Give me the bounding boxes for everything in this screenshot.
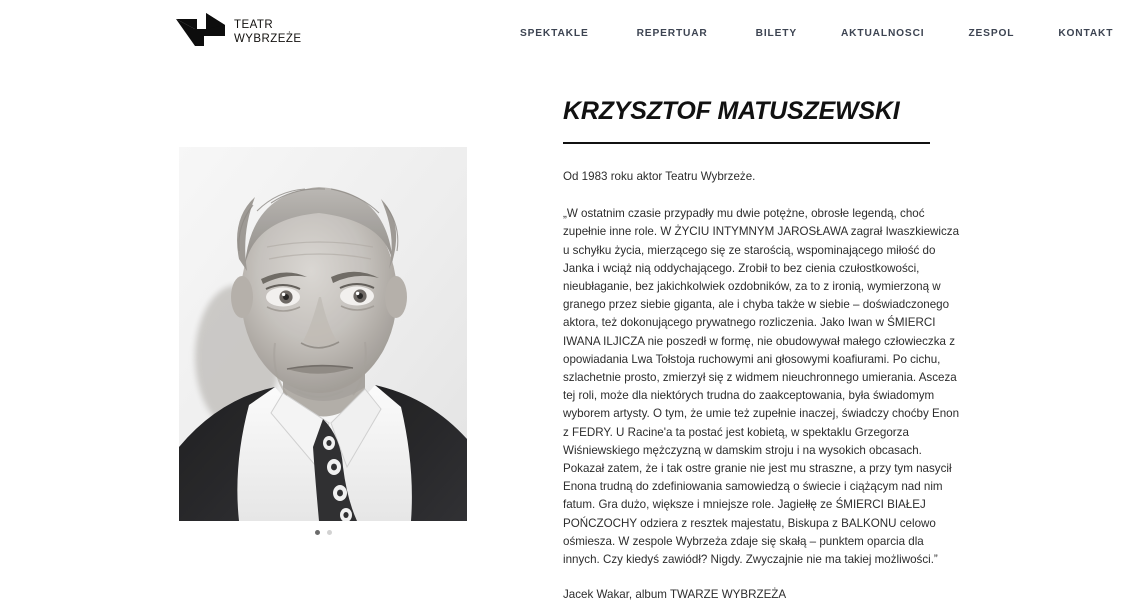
article-lead: Od 1983 roku aktor Teatru Wybrzeże. bbox=[563, 170, 756, 183]
article-body bbox=[563, 168, 963, 604]
carousel-dots bbox=[179, 526, 467, 538]
logo-wordmark bbox=[234, 19, 302, 46]
portrait-photo-image bbox=[179, 147, 467, 521]
main-navigation bbox=[520, 0, 1120, 66]
teatr-wybrzeze-arrow-mark-icon bbox=[176, 12, 225, 53]
carousel-dot-2[interactable] bbox=[327, 530, 332, 535]
nav-item-aktualnosci[interactable]: AKTUALNOSCI bbox=[840, 27, 925, 39]
article-quote: „W ostatnim czasie przypadły mu dwie potężne, obrosłe legendą, choć zupełnie inne role. W ŻYCIU INTYMNYM JAROSŁAWA zagrał Iwaszkiewicza u schyłku życia, mierzącego się ze starością, wspominającego miłość do Janka i wciąż nią oddychającego. Zrobił to bez cienia czułostkowości, nieubłaganie, bez jakichkolwiek ozdobników, za to z ironią, wymierzoną w granego przez siebie giganta, ale i chyba także w siebie – doświadczonego aktora, też dokonującego prywatnego rozliczenia. Jako Iwan w ŚMIERCI IWANA ILJICZA nie poszedł w formę, nie obudowywał małego człowieczka z opowiadania Lwa Tołstoja ruchowymi ani głosowymi koafiurami. Po cichu, szlachetnie prosto, zmierzył się z widmem nieuchronnego umierania. Asceza tej roli, może dla niektórych trudna do zaakceptowania, była świadomym wyborem artysty. O tym, że umie też zupełnie inaczej, świadczy choćby Enon z FEDRY. U Racine'a ta postać jest kobietą, w spektaklu Grzegorza Wiśniewskiego mężczyzną w damskim stroju i na wysokich obcasach. Pokazał zatem, że i tak ostre granie nie jest mu straszne, a przy tym nasycił Enona trudną do zdefiniowania samowiedzą o świecie i ciążącym nad nim fatum. Gra dużo, większe i mniejsze role. Jagiełłę ze ŚMIERCI BIAŁEJ POŃCZOCHY odziera z resztek majestatu, Biskupa z BALKONU celowo ośmiesza. W zespole Wybrzeża zdaje się skałą – punktem oparcia dla innych. Czy kiedyś zawiódł? Nigdy. Zwyczajnie nie ma takiej możliwości.” bbox=[563, 207, 960, 567]
logo-link[interactable] bbox=[176, 12, 302, 53]
nav-item-bilety[interactable]: BILETY bbox=[755, 27, 797, 39]
article-credit: Jacek Wakar, album TWARZE WYBRZEŻA bbox=[563, 588, 787, 602]
site-header bbox=[0, 0, 1140, 66]
page-title: KRZYSZTOF MATUSZEWSKI bbox=[563, 97, 900, 125]
nav-item-spektakle[interactable]: SPEKTAKLE bbox=[520, 27, 589, 39]
photo-gallery bbox=[179, 147, 467, 538]
logo-line-teatr: TEATR bbox=[234, 18, 274, 31]
nav-item-kontakt[interactable]: KONTAKT bbox=[1058, 27, 1114, 39]
artist-profile bbox=[563, 97, 963, 604]
carousel-dot-1[interactable] bbox=[315, 530, 320, 535]
nav-item-zespol[interactable]: ZESPOL bbox=[968, 27, 1015, 39]
portrait-photo[interactable] bbox=[179, 147, 467, 521]
title-divider bbox=[563, 142, 930, 144]
nav-item-repertuar[interactable]: REPERTUAR bbox=[636, 27, 708, 39]
logo-line-wybrzeze: WYBRZEŻE bbox=[234, 32, 302, 45]
